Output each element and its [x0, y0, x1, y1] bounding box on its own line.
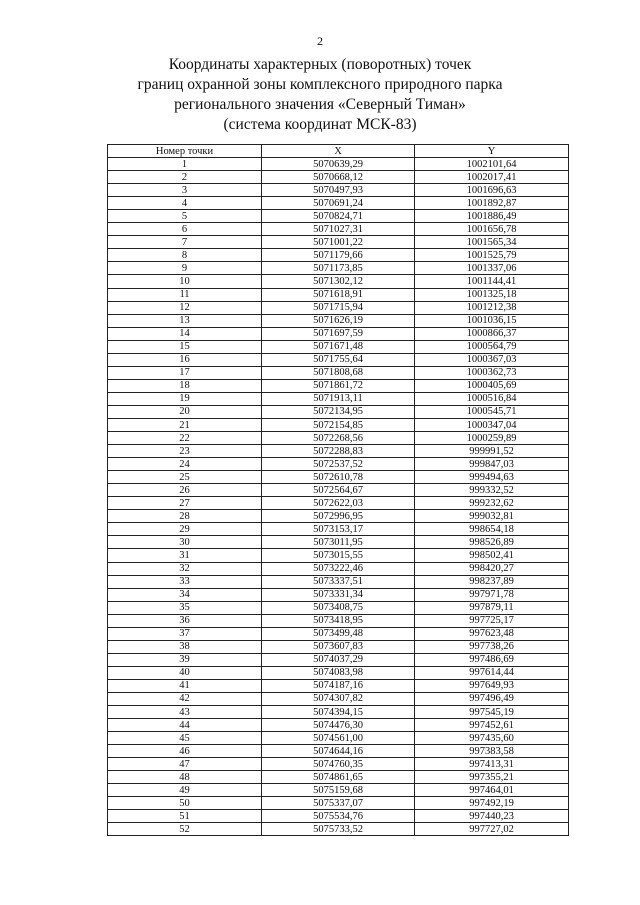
cell-x: 5074187,16 — [262, 679, 415, 692]
cell-x: 5073418,95 — [262, 614, 415, 627]
cell-point-number: 17 — [108, 366, 262, 379]
cell-x: 5072564,67 — [262, 484, 415, 497]
cell-x: 5072134,95 — [262, 405, 415, 418]
cell-x: 5070824,71 — [262, 210, 415, 223]
cell-y: 1000564,79 — [415, 340, 569, 353]
cell-point-number: 38 — [108, 640, 262, 653]
cell-x: 5070691,24 — [262, 197, 415, 210]
cell-x: 5073153,17 — [262, 523, 415, 536]
cell-x: 5074394,15 — [262, 706, 415, 719]
cell-y: 999232,62 — [415, 497, 569, 510]
cell-x: 5074644,16 — [262, 745, 415, 758]
cell-point-number: 20 — [108, 405, 262, 418]
cell-x: 5071027,31 — [262, 223, 415, 236]
cell-point-number: 40 — [108, 666, 262, 679]
cell-point-number: 39 — [108, 653, 262, 666]
cell-point-number: 50 — [108, 797, 262, 810]
cell-point-number: 44 — [108, 719, 262, 732]
cell-y: 997727,02 — [415, 823, 569, 836]
table-row — [108, 340, 569, 353]
cell-x: 5073222,46 — [262, 562, 415, 575]
cell-x: 5074476,30 — [262, 719, 415, 732]
table-header-row — [108, 145, 569, 158]
cell-x: 5073331,34 — [262, 588, 415, 601]
cell-y: 998502,41 — [415, 549, 569, 562]
cell-y: 997464,01 — [415, 784, 569, 797]
document-title — [0, 55, 640, 135]
cell-x: 5071302,12 — [262, 275, 415, 288]
cell-y: 997452,61 — [415, 719, 569, 732]
cell-x: 5073337,51 — [262, 575, 415, 588]
table-row — [108, 262, 569, 275]
table-row — [108, 797, 569, 810]
cell-y: 1001886,49 — [415, 210, 569, 223]
cell-point-number: 12 — [108, 301, 262, 314]
table-row — [108, 184, 569, 197]
table-row — [108, 353, 569, 366]
table-row — [108, 171, 569, 184]
cell-point-number: 25 — [108, 471, 262, 484]
cell-point-number: 18 — [108, 379, 262, 392]
table-row — [108, 653, 569, 666]
cell-x: 5070497,93 — [262, 184, 415, 197]
cell-point-number: 31 — [108, 549, 262, 562]
cell-y: 999847,03 — [415, 458, 569, 471]
cell-y: 998237,89 — [415, 575, 569, 588]
cell-y: 1002017,41 — [415, 171, 569, 184]
table-row — [108, 379, 569, 392]
cell-y: 999332,52 — [415, 484, 569, 497]
cell-point-number: 52 — [108, 823, 262, 836]
cell-x: 5074307,82 — [262, 692, 415, 705]
table-row — [108, 458, 569, 471]
cell-y: 1000545,71 — [415, 405, 569, 418]
cell-point-number: 29 — [108, 523, 262, 536]
cell-y: 998654,18 — [415, 523, 569, 536]
cell-x: 5072268,56 — [262, 432, 415, 445]
cell-y: 997383,58 — [415, 745, 569, 758]
cell-x: 5071173,85 — [262, 262, 415, 275]
cell-x: 5072610,78 — [262, 471, 415, 484]
cell-x: 5075534,76 — [262, 810, 415, 823]
cell-y: 997545,19 — [415, 706, 569, 719]
table-row — [108, 679, 569, 692]
cell-point-number: 6 — [108, 223, 262, 236]
title-line-3: регионального значения «Северный Тиман» — [174, 96, 466, 113]
table-row — [108, 392, 569, 405]
cell-y: 997725,17 — [415, 614, 569, 627]
cell-y: 1000347,04 — [415, 418, 569, 431]
header-x: X — [262, 145, 415, 158]
table-row — [108, 210, 569, 223]
cell-point-number: 2 — [108, 171, 262, 184]
cell-y: 1001696,63 — [415, 184, 569, 197]
cell-y: 1000405,69 — [415, 379, 569, 392]
cell-x: 5073607,83 — [262, 640, 415, 653]
cell-x: 5073499,48 — [262, 627, 415, 640]
header-point-number: Номер точки — [108, 145, 262, 158]
table-row — [108, 758, 569, 771]
table-row — [108, 366, 569, 379]
cell-y: 997649,93 — [415, 679, 569, 692]
cell-y: 997492,19 — [415, 797, 569, 810]
table-row — [108, 562, 569, 575]
cell-point-number: 11 — [108, 288, 262, 301]
cell-point-number: 4 — [108, 197, 262, 210]
cell-x: 5071755,64 — [262, 353, 415, 366]
table-row — [108, 640, 569, 653]
cell-point-number: 28 — [108, 510, 262, 523]
table-row — [108, 275, 569, 288]
cell-y: 1001337,06 — [415, 262, 569, 275]
cell-x: 5073015,55 — [262, 549, 415, 562]
cell-point-number: 47 — [108, 758, 262, 771]
cell-point-number: 1 — [108, 158, 262, 171]
cell-x: 5073408,75 — [262, 601, 415, 614]
table-row — [108, 536, 569, 549]
cell-point-number: 45 — [108, 732, 262, 745]
cell-y: 997614,44 — [415, 666, 569, 679]
title-line-4: (система координат МСК-83) — [223, 116, 417, 133]
cell-y: 997355,21 — [415, 771, 569, 784]
table-row — [108, 692, 569, 705]
cell-y: 997435,60 — [415, 732, 569, 745]
cell-point-number: 3 — [108, 184, 262, 197]
cell-x: 5073011,95 — [262, 536, 415, 549]
cell-point-number: 34 — [108, 588, 262, 601]
table-row — [108, 732, 569, 745]
cell-x: 5072154,85 — [262, 418, 415, 431]
table-row — [108, 627, 569, 640]
cell-x: 5071861,72 — [262, 379, 415, 392]
cell-x: 5071913,11 — [262, 392, 415, 405]
cell-x: 5071626,19 — [262, 314, 415, 327]
cell-x: 5070668,12 — [262, 171, 415, 184]
table-row — [108, 497, 569, 510]
table-row — [108, 288, 569, 301]
table-row — [108, 223, 569, 236]
cell-point-number: 41 — [108, 679, 262, 692]
cell-x: 5071808,68 — [262, 366, 415, 379]
table-row — [108, 549, 569, 562]
cell-x: 5075337,07 — [262, 797, 415, 810]
table-row — [108, 236, 569, 249]
cell-x: 5074861,65 — [262, 771, 415, 784]
table-row — [108, 432, 569, 445]
cell-x: 5072622,03 — [262, 497, 415, 510]
table-row — [108, 484, 569, 497]
cell-x: 5075733,52 — [262, 823, 415, 836]
table-row — [108, 823, 569, 836]
cell-y: 997496,49 — [415, 692, 569, 705]
cell-point-number: 8 — [108, 249, 262, 262]
cell-point-number: 43 — [108, 706, 262, 719]
cell-point-number: 10 — [108, 275, 262, 288]
cell-point-number: 16 — [108, 353, 262, 366]
title-line-1: Координаты характерных (поворотных) точек — [168, 56, 472, 73]
cell-point-number: 46 — [108, 745, 262, 758]
cell-point-number: 9 — [108, 262, 262, 275]
table-row — [108, 719, 569, 732]
cell-x: 5074760,35 — [262, 758, 415, 771]
title-line-2: границ охранной зоны комплексного природного парка — [137, 76, 503, 93]
cell-point-number: 24 — [108, 458, 262, 471]
cell-point-number: 21 — [108, 418, 262, 431]
cell-x: 5071715,94 — [262, 301, 415, 314]
cell-point-number: 15 — [108, 340, 262, 353]
table-row — [108, 745, 569, 758]
cell-y: 998526,89 — [415, 536, 569, 549]
cell-y: 1000259,89 — [415, 432, 569, 445]
table-row — [108, 771, 569, 784]
cell-y: 999032,81 — [415, 510, 569, 523]
cell-y: 1000367,03 — [415, 353, 569, 366]
cell-point-number: 49 — [108, 784, 262, 797]
table-row — [108, 666, 569, 679]
cell-y: 1000362,73 — [415, 366, 569, 379]
cell-y: 999494,63 — [415, 471, 569, 484]
table-row — [108, 784, 569, 797]
cell-y: 1002101,64 — [415, 158, 569, 171]
table-row — [108, 327, 569, 340]
cell-y: 1001144,41 — [415, 275, 569, 288]
cell-y: 1000866,37 — [415, 327, 569, 340]
cell-point-number: 23 — [108, 445, 262, 458]
table-row — [108, 614, 569, 627]
cell-point-number: 14 — [108, 327, 262, 340]
table-row — [108, 158, 569, 171]
cell-point-number: 26 — [108, 484, 262, 497]
cell-x: 5074083,98 — [262, 666, 415, 679]
cell-point-number: 51 — [108, 810, 262, 823]
table-row — [108, 471, 569, 484]
table-row — [108, 445, 569, 458]
cell-y: 997971,78 — [415, 588, 569, 601]
cell-y: 997413,31 — [415, 758, 569, 771]
cell-y: 1001656,78 — [415, 223, 569, 236]
cell-point-number: 30 — [108, 536, 262, 549]
cell-y: 1001525,79 — [415, 249, 569, 262]
header-y: Y — [415, 145, 569, 158]
cell-y: 999991,52 — [415, 445, 569, 458]
table-row — [108, 575, 569, 588]
cell-y: 1001212,38 — [415, 301, 569, 314]
cell-point-number: 42 — [108, 692, 262, 705]
cell-point-number: 35 — [108, 601, 262, 614]
cell-point-number: 32 — [108, 562, 262, 575]
page-number: 2 — [317, 34, 323, 48]
cell-point-number: 22 — [108, 432, 262, 445]
table-row — [108, 523, 569, 536]
cell-point-number: 48 — [108, 771, 262, 784]
cell-y: 997623,48 — [415, 627, 569, 640]
cell-x: 5071001,22 — [262, 236, 415, 249]
cell-point-number: 36 — [108, 614, 262, 627]
table-row — [108, 418, 569, 431]
cell-y: 1001892,87 — [415, 197, 569, 210]
cell-x: 5070639,29 — [262, 158, 415, 171]
cell-y: 1001565,34 — [415, 236, 569, 249]
table-row — [108, 249, 569, 262]
coordinates-table — [107, 144, 569, 836]
cell-x: 5071618,91 — [262, 288, 415, 301]
table-row — [108, 588, 569, 601]
cell-point-number: 13 — [108, 314, 262, 327]
table-row — [108, 510, 569, 523]
cell-y: 997440,23 — [415, 810, 569, 823]
cell-y: 997738,26 — [415, 640, 569, 653]
table-row — [108, 301, 569, 314]
cell-y: 1001036,15 — [415, 314, 569, 327]
table-row — [108, 706, 569, 719]
cell-x: 5071697,59 — [262, 327, 415, 340]
cell-y: 998420,27 — [415, 562, 569, 575]
table-row — [108, 314, 569, 327]
table-row — [108, 405, 569, 418]
cell-point-number: 19 — [108, 392, 262, 405]
cell-point-number: 27 — [108, 497, 262, 510]
cell-y: 997486,69 — [415, 653, 569, 666]
cell-x: 5072288,83 — [262, 445, 415, 458]
table-body — [108, 158, 569, 836]
cell-x: 5071179,66 — [262, 249, 415, 262]
cell-point-number: 7 — [108, 236, 262, 249]
table-row — [108, 197, 569, 210]
cell-y: 1001325,18 — [415, 288, 569, 301]
cell-x: 5072537,52 — [262, 458, 415, 471]
cell-y: 997879,11 — [415, 601, 569, 614]
table-row — [108, 810, 569, 823]
cell-point-number: 37 — [108, 627, 262, 640]
table-row — [108, 601, 569, 614]
cell-y: 1000516,84 — [415, 392, 569, 405]
cell-x: 5072996,95 — [262, 510, 415, 523]
cell-x: 5075159,68 — [262, 784, 415, 797]
cell-x: 5074037,29 — [262, 653, 415, 666]
cell-x: 5071671,48 — [262, 340, 415, 353]
cell-point-number: 33 — [108, 575, 262, 588]
cell-x: 5074561,00 — [262, 732, 415, 745]
cell-point-number: 5 — [108, 210, 262, 223]
